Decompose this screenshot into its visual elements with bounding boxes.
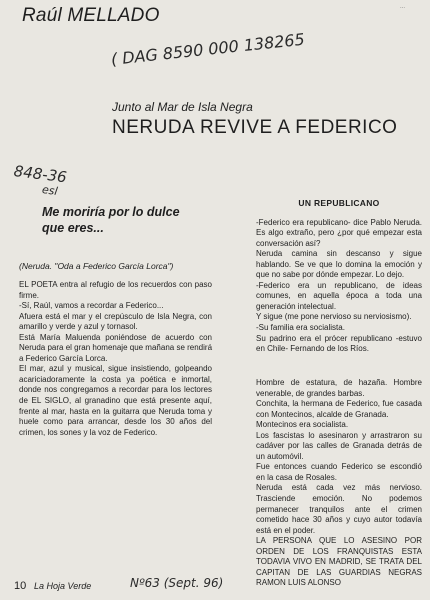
paragraph: Y sigue (me pone nervioso su nerviosismo). [256,312,412,322]
author-name: Raúl MELLADO [22,5,160,26]
paragraph: El mar, azul y musical, sigue insistiendo, golpeando acariciadoramente la costa ya poética e inmortal, donde nos congregamos a recordar para los lectores de EL SIGLO, al granadino que está presente aquí, frente al mar, hasta en la guitarra que Neruda toma y huele como para arrancar, desde los 30 años del crimen, los sones y la voz de Federico. [19,364,212,437]
right-column-bottom [256,378,422,589]
handwritten-issue-note: Nº63 (Sept. 96) [130,576,224,590]
paragraph: Fue entonces cuando Federico se escondió en la casa de Rosales. [256,462,422,482]
epigraph-source: (Neruda. "Oda a Federico García Lorca") [19,261,174,271]
paragraph: -Federico era republicano- dice Pablo Neruda. Es algo extraño, pero ¿por qué empezar esta conversación así? [256,217,422,248]
paragraph: -Sí, Raúl, vamos a recordar a Federico... [19,301,164,311]
publication-name: La Hoja Verde [34,581,92,591]
paragraph: LA PERSONA QUE LO ASESINO POR ORDEN DE LOS FRANQUISTAS ESTA TODAVIA VIVO EN MADRID, SE TRATA DEL CAPITAN DE LAS GUARDIAS NEGRAS RAMON LUIS ALONSO [256,536,422,588]
paragraph: Neruda camina sin descanso y sigue hablando. Se ve que lo domina la emoción y que no sabe por dónde empezar. Lo dejo. [256,249,422,280]
section-heading: UN REPUBLICANO [298,198,380,208]
paragraph: -Su familia era socialista. [256,323,345,333]
left-column [19,280,212,438]
paragraph: Su padrino era el prócer republicano -estuvo en Chile- Fernando de los Ríos. [256,333,422,354]
margin-note: ... [400,4,406,10]
page-number: 10 [14,580,27,592]
handwritten-note: esl [41,183,59,199]
paragraph: Hombre de estatura, de hazaña. Hombre venerable, de grandes barbas. [256,378,422,398]
handwritten-catalog-number: ( DAG 8590 000 138265 [110,29,306,69]
handwritten-shelf-mark: 848-36 [12,162,68,187]
paragraph: Afuera está el mar y el crepúsculo de Isla Negra, con amarillo y verde y azul y tornasol. [19,311,212,332]
epigraph-quote: Me moriría por lo dulce que eres... [42,205,180,235]
paragraph: Está María Maluenda poniéndose de acuerdo con Neruda para el gran homenaje que mañana se rendirá a Federico García Lorca. [19,332,213,363]
article-title: NERUDA REVIVE A FEDERICO [112,117,398,138]
article-subtitle: Junto al Mar de Isla Negra [112,100,253,114]
paragraph: EL POETA entra al refugio de los recuerdos con paso firme. [19,280,212,300]
paragraph: Conchita, la hermana de Federico, fue casada con Montecinos, alcalde de Granada. [256,399,422,419]
paragraph: -Federico era un republicano, de ideas comunes, en aquella época a toda una generación intelectual. [256,280,422,311]
paragraph: Neruda está cada vez más nervioso. Trasciende emoción. No podemos permanecer tranquilos ante el crimen cometido hace 30 años y cuyo autor todavía está en el poder. [256,483,422,535]
paragraph: Los fascistas lo asesinaron y arrastraron su cadáver por las calles de Granada detrás de un automóvil. [256,430,422,461]
paragraph: Montecinos era socialista. [256,420,349,430]
right-column-top [256,198,422,355]
